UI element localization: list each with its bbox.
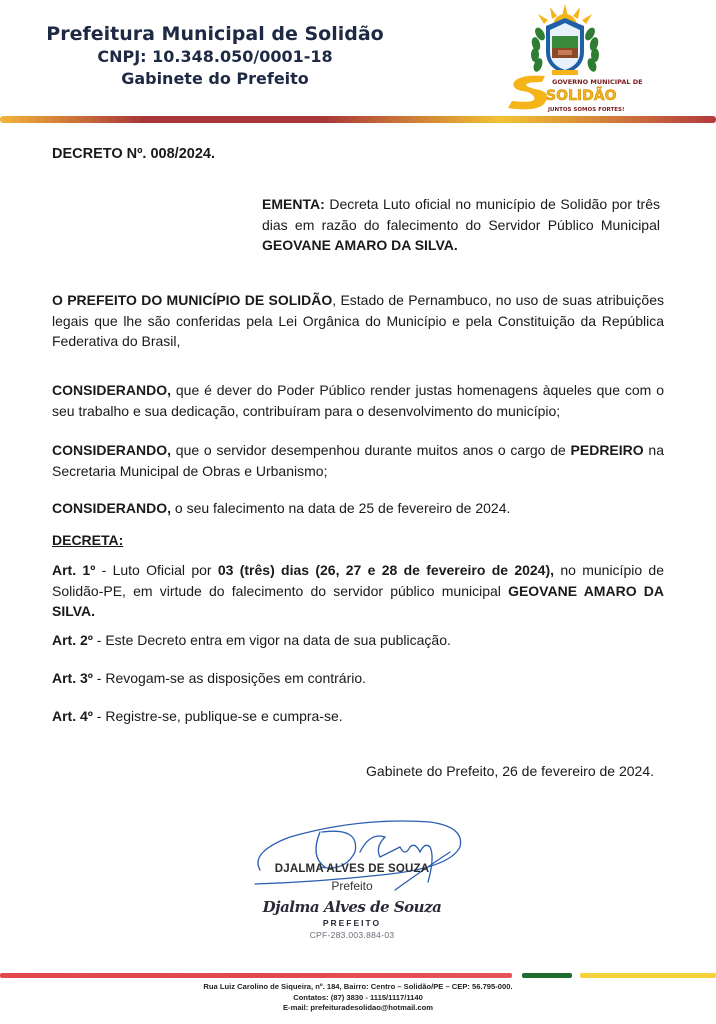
footer-address: Rua Luiz Carolino de Siqueira, nº. 184, Bairro: Centro – Solidão/PE – CEP: 56.795-000.	[203, 982, 513, 991]
signatory-name: DJALMA ALVES DE SOUZA	[274, 863, 430, 875]
job-title: PEDREIRO	[570, 442, 644, 458]
considerando-2	[52, 440, 664, 481]
logo-slogan: JUNTOS SOMOS FORTES!	[548, 107, 625, 113]
article-text: - Este Decreto entra em vigor na data de sua publicação.	[92, 632, 451, 648]
coat-of-arms-icon	[500, 2, 643, 116]
preamble-text: , Estado de Pernambuco, no uso de suas atribuições legais que lhe são conferidas pela Lei Orgânica do Município e pela Constituição da República Federativa do Brasil,	[52, 292, 664, 349]
stamp-cpf: CPF-283.003.884-03	[309, 930, 395, 940]
article-text: - Revogam-se as disposições em contrário.	[92, 670, 367, 686]
deceased-name: GEOVANE AMARO DA SILVA.	[52, 582, 664, 619]
decree-number: DECRETO Nº. 008/2024.	[52, 146, 215, 162]
considerando-text: o seu falecimento na data de 25 de fevereiro de 2024.	[171, 500, 511, 516]
considerando-1	[52, 380, 664, 421]
letterhead-text	[40, 22, 390, 90]
article-label: Art. 4º	[52, 708, 93, 724]
footer-stripe-yellow	[580, 973, 716, 978]
article-text-cont: no município de Solidão-PE, em virtude do falecimento do servidor público municipal	[52, 562, 664, 599]
considerando-label: CONSIDERANDO,	[52, 500, 172, 516]
article-1	[52, 560, 664, 622]
mourning-period: 03 (três) dias (26, 27 e 28 de fevereiro de 2024),	[217, 562, 555, 578]
preamble-authority: O PREFEITO DO MUNICÍPIO DE SOLIDÃO	[52, 292, 333, 308]
municipality-title: Prefeitura Municipal de Solidão	[46, 23, 384, 45]
article-3	[52, 668, 664, 689]
article-2	[52, 630, 664, 651]
municipal-logo	[500, 2, 643, 116]
ementa-deceased-name: GEOVANE AMARO DA SILVA.	[262, 237, 458, 253]
header-divider-stripe	[0, 116, 716, 123]
office-name: Gabinete do Prefeito	[121, 69, 309, 88]
decreta-heading: DECRETA:	[52, 532, 124, 548]
place-and-date: Gabinete do Prefeito, 26 de fevereiro de 2024.	[366, 763, 654, 779]
logo-line1: GOVERNO MUNICIPAL DE	[552, 78, 643, 86]
article-4	[52, 706, 664, 727]
signatory-role: Prefeito	[331, 879, 373, 893]
stamp-role: PREFEITO	[322, 918, 382, 928]
article-label: Art. 2º	[52, 632, 93, 648]
preamble	[52, 290, 664, 352]
stamp-name: Djalma Alves de Souza	[262, 898, 442, 916]
considerando-label: CONSIDERANDO,	[52, 382, 172, 398]
cnpj: CNPJ: 10.348.050/0001-18	[97, 47, 333, 66]
footer-stripe-red	[0, 973, 512, 978]
ementa-text: Decreta Luto oficial no município de Solidão por três dias em razão do falecimento do Servidor Público Municipal	[262, 196, 660, 233]
article-text: - Luto Oficial por	[95, 562, 218, 578]
logo-line2: SOLIDÃO	[546, 88, 617, 104]
footer-stripe-green	[522, 973, 572, 978]
footer-contact	[100, 982, 616, 1014]
article-label: Art. 1º	[52, 562, 96, 578]
footer-email: E-mail: prefeituradesolidao@hotmail.com	[282, 1003, 434, 1012]
article-label: Art. 3º	[52, 670, 93, 686]
considerando-3	[52, 498, 664, 519]
considerando-label: CONSIDERANDO,	[52, 442, 172, 458]
considerando-text: que é dever do Poder Público render justas homenagens àqueles que com o seu trabalho e sua dedicação, contribuíram para o desenvolvimento do município;	[52, 382, 664, 419]
considerando-text: que o servidor desempenhou durante muitos anos o cargo de	[171, 442, 571, 458]
footer-phones: Contatos: (87) 3830 - 1115/1117/1140	[293, 992, 423, 1002]
article-text: - Registre-se, publique-se e cumpra-se.	[92, 708, 343, 724]
ementa-label: EMENTA:	[262, 196, 325, 212]
ementa	[262, 194, 660, 256]
considerando-text-cont: na Secretaria Municipal de Obras e Urbanismo;	[52, 442, 664, 479]
